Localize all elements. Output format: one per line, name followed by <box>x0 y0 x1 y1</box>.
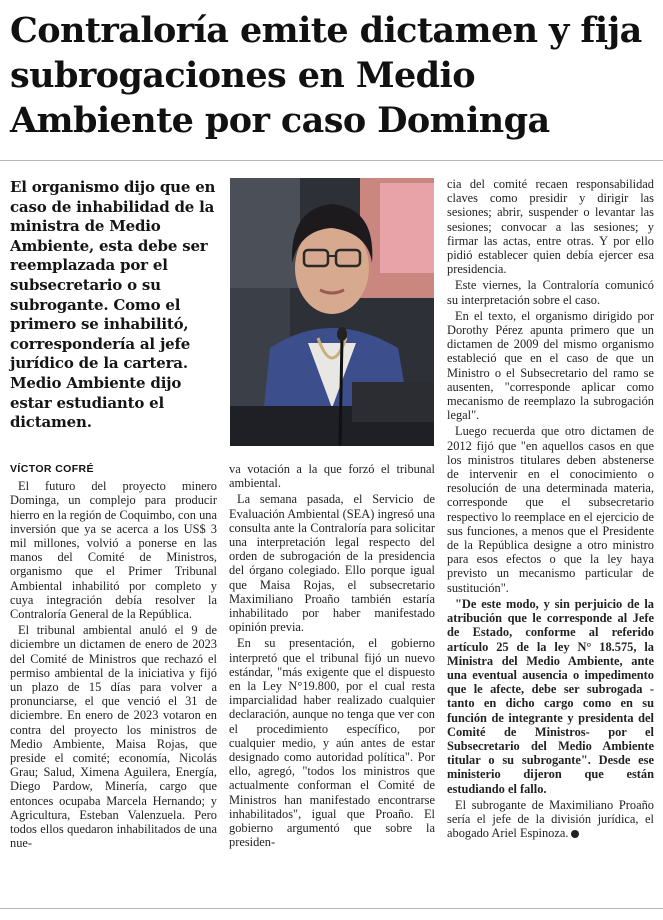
paragraph: va votación a la que forzó el tribunal ambiental. <box>229 462 435 491</box>
paragraph: Luego recuerda que otro dictamen de 2012 fijó que "en aquellos casos en que los ministros titulares deben abstenerse de intervenir en el conocimiento o resolución de una determinada materia, corresponde que el subsecretario respectivo lo reemplace en el ejercicio de sus funciones, a menos que el Presidente de la República designe a otro ministro para esos efectos o que la ley haya previsto un mecanismo particular de sustitución". <box>447 424 654 595</box>
paragraph-quote: "De este modo, y sin perjuicio de la atribución que le corresponde al Jefe de Estado, conforme al referido artículo 25 de la ley N° 18.575, la Ministra del Medio Ambiente, ante una eventual ausencia o impedimento que le afecte, debe ser subrogada -tanto en dicho cargo como en su función de integrante y presidenta del Comité de Ministros- por el Subsecretario del Medio Ambiente titular o su subrogante". Desde ese ministerio dijeron que están estudiando el fallo. <box>447 596 654 796</box>
article-column-1 <box>10 462 217 852</box>
paragraph: La semana pasada, el Servicio de Evaluación Ambiental (SEA) ingresó una consulta ante la Contraloría para solicitar una interpretación legal respecto del orden de subrogación de la presidencia del órgano colegiado. Ello porque igual que Maisa Rojas, el subsecretario Maximiliano Proaño también estaría inhabilitado por haber manifestado opinión previa. <box>229 492 435 635</box>
paragraph: cia del comité recaen responsabilidad claves como presidir y dirigir las sesiones; abrir, suspender o levantar las sesiones; convocar a las sesiones; y firmar las actas, entre otras. Y por ello pidió establecer quien debía ejercer esa presidencia. <box>447 177 654 277</box>
byline: VÍCTOR COFRÉ <box>10 463 94 475</box>
article-photo <box>230 178 434 446</box>
final-text: El subrogante de Maximiliano Proaño sería el jefe de la división jurídica, el abogado Ariel Espinoza. <box>447 797 654 841</box>
bottom-rule <box>0 908 663 909</box>
lead-summary: El organismo dijo que en caso de inhabilidad de la ministra de Medio Ambiente, esta debe ser reemplazada por el subsecretario o su subrogante. Como el primero se inhabilitó, correspondería al jefe jurídico de la cartera. Medio Ambiente dijo estar estudianto el dictamen. <box>10 178 216 432</box>
paragraph: En el texto, el organismo dirigido por Dorothy Pérez apunta primero que un dictamen de 2009 del mismo organismo estableció que en el caso de que un Ministro o el Subsecretario del ramo se ausenten, "corresponde aplicar como mecanismo de reemplazo la subrogación legal". <box>447 308 654 423</box>
article-column-2 <box>229 462 435 851</box>
article-column-3 <box>447 177 654 842</box>
minister-photo <box>230 178 434 446</box>
headline: Contraloría emite dictamen y fija subrogaciones en Medio Ambiente por caso Dominga <box>10 10 642 141</box>
paragraph-final <box>447 798 654 841</box>
paragraph: Este viernes, la Contraloría comunicó su interpretación sobre el caso. <box>447 278 654 307</box>
paragraph: En su presentación, el gobierno interpretó que el tribunal fijó un nuevo estándar, "más exigente que el dispuesto en la Ley N°19.800, por el cual resta imparcialidad haber realizado cualquier declaración, aunque no tenga que ver con el procedimiento específico, por cualquier medio, y aún antes de estar designado como autoridad política". Por ello, agregó, "todos los ministros que actualmente conforman el Comité de Ministros han manifestado encontrarse inhabilitados", igual que Proaño. El gobierno argumentó que sobre la presiden- <box>229 636 435 850</box>
paragraph: El futuro del proyecto minero Dominga, un complejo para producir hierro en la región de Coquimbo, con una inversión que ya se acerca a los US$ 3 mil millones, volvió a ponerse en las manos del Comité de Ministros, organismo que el Primer Tribunal Ambiental inhabilitó por completo y cuya integración debía resolver la Contraloría General de la República. <box>10 479 217 622</box>
headline-rule <box>0 160 663 161</box>
paragraph: El tribunal ambiental anuló el 9 de diciembre un dictamen de enero de 2023 del Comité de Ministros que rechazó el permiso ambiental de la iniciativa y fijó un plazo de 15 días para volver a pronunciarse, el que venció el 31 de diciembre. En enero de 2023 votaron en contra del proyecto los ministros de Medio Ambiente, Maisa Rojas, que preside el comité; economía, Nicolás Grau; Salud, Ximena Aguilera, Energía, Diego Pardow, Minería, cargo que entonces ocupaba Marcela Hernando; y Agricultura, Esteban Valenzuela. Pero todos ellos quedaron inhabilitados de una nue- <box>10 623 217 851</box>
end-mark-icon <box>571 830 579 838</box>
